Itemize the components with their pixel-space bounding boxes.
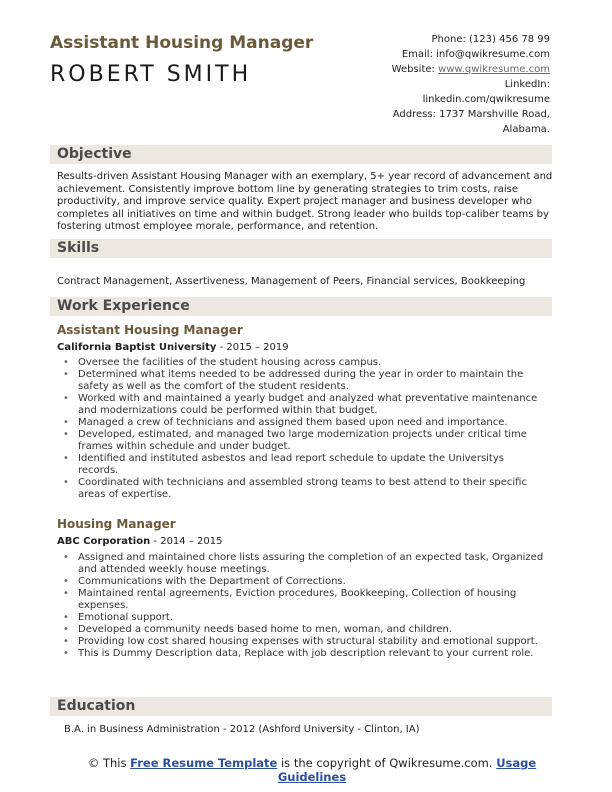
list-item: • Assigned and maintained chore lists assuring the completion of an expected task, Organized and attended weekly house meetings. <box>57 552 547 576</box>
objective-text: Results-driven Assistant Housing Manager with an exemplary, 5+ year record of advancement and achievement. Consistently improve bottom line by generating strategies to trim costs, raise productivity, and improve service quality. Expert project manager and business developer who completes all initiatives on time and within budget. Strong leader who builds top-caliber teams by fostering utmost employee morale, performance, and retention. <box>57 171 553 232</box>
list-item: • Determined what items needed to be addressed during the year in order to maintain the safety as well as the comfort of the student residents. <box>57 369 547 393</box>
list-item: • Maintained rental agreements, Eviction procedures, Bookkeeping, Collection of housing expenses. <box>57 588 547 612</box>
free-resume-template-link[interactable]: Free Resume Template <box>130 756 278 770</box>
list-item: • Managed a crew of technicians and assigned them based upon need and importance. <box>57 417 547 429</box>
job-1-org <box>57 342 289 353</box>
job-1-bullets <box>57 357 547 501</box>
job-1-title: Assistant Housing Manager <box>57 323 243 337</box>
usage-guidelines-link[interactable]: Usage Guidelines <box>277 756 537 784</box>
job-2-dates: - 2014 – 2015 <box>150 536 223 547</box>
list-item: • This is Dummy Description data, Replace with job description relevant to your current role. <box>57 648 547 660</box>
job-2-org <box>57 536 222 547</box>
skills-text: Contract Management, Assertiveness, Management of Peers, Financial services, Bookkeeping <box>57 276 526 287</box>
resume-header <box>50 32 313 88</box>
contact-address-line2: Alabama. <box>502 124 550 135</box>
list-item: • Oversee the facilities of the student housing across campus. <box>57 357 547 369</box>
candidate-name: ROBERT SMITH <box>50 62 252 87</box>
job-title: Assistant Housing Manager <box>50 33 314 53</box>
website-label: Website: <box>391 64 439 75</box>
list-item: • Developed, estimated, and managed two large modernization projects under critical time frames within schedule and under budget. <box>57 429 547 453</box>
contact-website <box>330 62 550 77</box>
list-item: • Emotional support. <box>57 612 547 624</box>
objective-section-header <box>50 145 552 164</box>
footer-prefix: © This <box>87 756 131 770</box>
skills-heading: Skills <box>57 240 100 256</box>
contact-address-line1: Address: 1737 Marshville Road, <box>392 109 550 120</box>
list-item: • Worked with and maintained a yearly budget and analyzed what preventative maintenance and modernizations could be performed within that budget. <box>57 393 547 417</box>
job-2-company: ABC Corporation <box>57 536 151 547</box>
contact-phone: Phone: (123) 456 78 99 <box>431 34 550 45</box>
education-section-header <box>50 697 552 716</box>
job-1-dates: - 2015 – 2019 <box>216 342 289 353</box>
contact-block <box>330 32 550 137</box>
job-2-title: Housing Manager <box>57 517 176 531</box>
website-link[interactable]: www.qwikresume.com <box>438 64 550 75</box>
contact-email: Email: info@qwikresume.com <box>401 49 550 60</box>
skills-section-header <box>50 239 552 258</box>
education-text: B.A. in Business Administration - 2012 (Ashford University - Clinton, IA) <box>64 724 420 735</box>
list-item: • Providing low cost shared housing expenses with structural stability and emotional support. <box>57 636 547 648</box>
list-item: • Coordinated with technicians and assembled strong teams to best attend to their specific areas of expertise. <box>57 477 547 501</box>
list-item: • Communications with the Department of Corrections. <box>57 576 547 588</box>
education-heading: Education <box>57 698 136 714</box>
job-1-company: California Baptist University <box>57 342 217 353</box>
list-item: • Developed a community needs based home to men, woman, and children. <box>57 624 547 636</box>
list-item: • Identified and instituted asbestos and lead report schedule to update the Universitys records. <box>57 453 547 477</box>
footer <box>62 756 562 784</box>
experience-section-header <box>50 297 552 316</box>
footer-middle: is the copyright of Qwikresume.com. <box>277 756 497 770</box>
contact-linkedin-value: linkedin.com/qwikresume <box>422 94 550 105</box>
contact-linkedin-label: LinkedIn: <box>504 79 550 90</box>
objective-heading: Objective <box>57 146 132 162</box>
job-2-bullets <box>57 552 547 660</box>
experience-heading: Work Experience <box>57 298 190 314</box>
